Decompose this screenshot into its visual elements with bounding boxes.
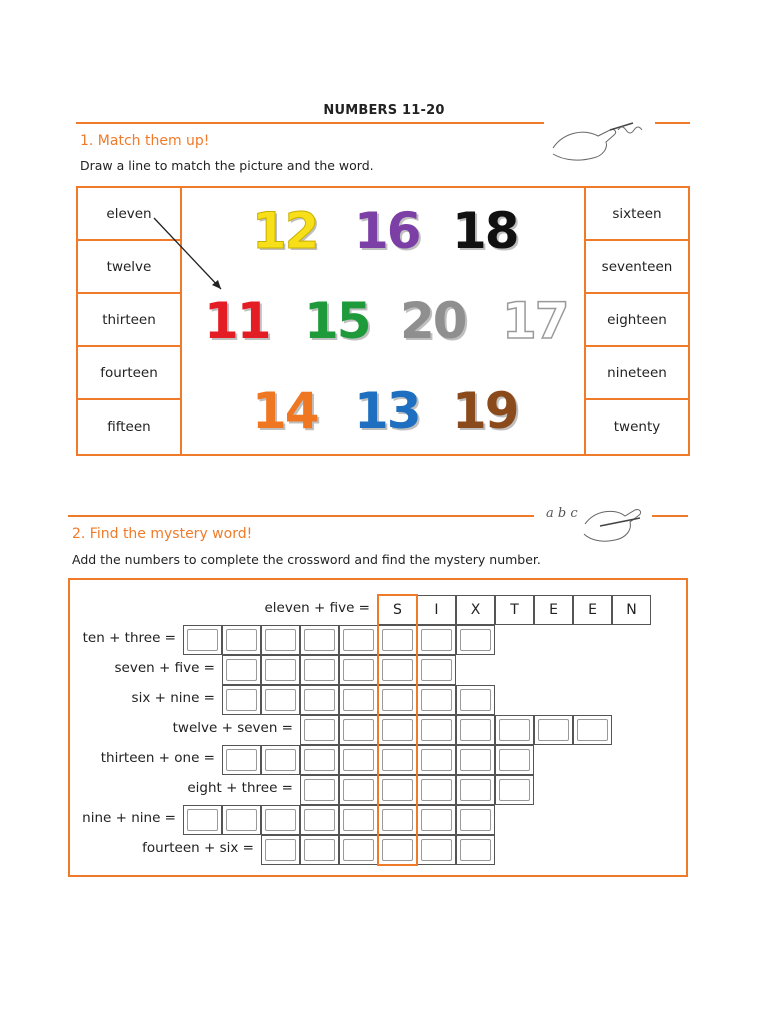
word-cell-sixteen[interactable]: sixteen xyxy=(586,188,688,241)
word-cell-nineteen[interactable]: nineteen xyxy=(586,347,688,400)
word-cell-seventeen[interactable]: seventeen xyxy=(586,241,688,294)
section2-heading: 2. Find the mystery word! xyxy=(72,526,253,542)
crossword-cell[interactable] xyxy=(495,775,534,805)
number-12[interactable]: 12 xyxy=(252,202,318,260)
answer-cell: E xyxy=(534,595,573,625)
clue-thirteen-plus-one: thirteen + one = xyxy=(100,750,215,766)
crossword-cell[interactable] xyxy=(495,745,534,775)
crossword-cell[interactable] xyxy=(339,835,378,865)
crossword-cell[interactable] xyxy=(300,745,339,775)
crossword-cell[interactable] xyxy=(261,655,300,685)
crossword-cell[interactable] xyxy=(417,805,456,835)
word-cell-thirteen[interactable]: thirteen xyxy=(78,294,180,347)
crossword-cell[interactable] xyxy=(378,835,417,865)
section1-instruction: Draw a line to match the picture and the word. xyxy=(80,158,374,173)
crossword-cell[interactable] xyxy=(378,715,417,745)
number-13[interactable]: 13 xyxy=(354,382,420,440)
section1-heading: 1. Match them up! xyxy=(80,133,210,149)
clue-twelve-plus-seven: twelve + seven = xyxy=(172,720,293,736)
number-18[interactable]: 18 xyxy=(452,202,518,260)
handwriting-abc: a b c xyxy=(546,506,578,521)
crossword-cell[interactable] xyxy=(222,685,261,715)
number-14[interactable]: 14 xyxy=(252,382,318,440)
crossword-cell[interactable] xyxy=(456,625,495,655)
matching-panel xyxy=(76,186,690,456)
word-cell-twelve[interactable]: twelve xyxy=(78,241,180,294)
page-title: NUMBERS 11-20 xyxy=(323,103,445,118)
crossword-cell[interactable] xyxy=(378,685,417,715)
crossword-cell[interactable] xyxy=(417,775,456,805)
crossword-cell[interactable] xyxy=(300,625,339,655)
crossword-cell[interactable] xyxy=(339,805,378,835)
crossword-cell[interactable] xyxy=(183,625,222,655)
clue-eight-plus-three: eight + three = xyxy=(187,780,293,796)
crossword-cell[interactable] xyxy=(417,745,456,775)
crossword-cell[interactable] xyxy=(261,805,300,835)
crossword-cell[interactable] xyxy=(300,685,339,715)
section2-instruction: Add the numbers to complete the crossword and find the mystery number. xyxy=(72,552,541,567)
crossword-cell[interactable] xyxy=(378,745,417,775)
number-17[interactable]: 17 xyxy=(502,292,568,350)
crossword-cell[interactable] xyxy=(300,655,339,685)
crossword-cell[interactable] xyxy=(222,805,261,835)
answer-cell: T xyxy=(495,595,534,625)
example-clue: eleven + five = xyxy=(264,600,370,616)
crossword-cell[interactable] xyxy=(261,835,300,865)
crossword-cell[interactable] xyxy=(339,655,378,685)
crossword-cell[interactable] xyxy=(222,655,261,685)
crossword-cell[interactable] xyxy=(222,745,261,775)
crossword-cell[interactable] xyxy=(339,775,378,805)
crossword-cell[interactable] xyxy=(183,805,222,835)
crossword-cell[interactable] xyxy=(300,835,339,865)
crossword-cell[interactable] xyxy=(339,685,378,715)
crossword-cell[interactable] xyxy=(495,715,534,745)
crossword-panel xyxy=(68,578,688,877)
answer-cell: N xyxy=(612,595,651,625)
answer-cell: I xyxy=(417,595,456,625)
word-cell-fourteen[interactable]: fourteen xyxy=(78,347,180,400)
example-arrow-icon xyxy=(78,188,688,454)
crossword-cell[interactable] xyxy=(417,715,456,745)
word-cell-eleven[interactable]: eleven xyxy=(78,188,180,241)
crossword-cell[interactable] xyxy=(456,775,495,805)
crossword-cell[interactable] xyxy=(300,715,339,745)
crossword-cell[interactable] xyxy=(261,745,300,775)
number-20[interactable]: 20 xyxy=(400,292,466,350)
number-15[interactable]: 15 xyxy=(304,292,370,350)
section1-top-rule xyxy=(76,122,544,124)
clue-seven-plus-five: seven + five = xyxy=(114,660,215,676)
answer-cell: E xyxy=(573,595,612,625)
section1-top-rule-right xyxy=(655,122,690,124)
clue-nine-plus-nine: nine + nine = xyxy=(82,810,176,826)
crossword-cell[interactable] xyxy=(417,835,456,865)
crossword-cell[interactable] xyxy=(339,715,378,745)
crossword-cell[interactable] xyxy=(378,625,417,655)
crossword-cell[interactable] xyxy=(456,805,495,835)
crossword-cell[interactable] xyxy=(456,835,495,865)
crossword-cell[interactable] xyxy=(417,685,456,715)
crossword-cell[interactable] xyxy=(222,625,261,655)
crossword-cell[interactable] xyxy=(339,625,378,655)
clue-six-plus-nine: six + nine = xyxy=(131,690,215,706)
crossword-cell[interactable] xyxy=(300,775,339,805)
writing-hand-icon xyxy=(548,118,653,168)
writing-hand-icon xyxy=(580,500,650,550)
number-16[interactable]: 16 xyxy=(354,202,420,260)
clue-fourteen-plus-six: fourteen + six = xyxy=(142,840,254,856)
crossword-cell[interactable] xyxy=(300,805,339,835)
crossword-cell[interactable] xyxy=(378,775,417,805)
word-cell-fifteen[interactable]: fifteen xyxy=(107,418,151,435)
answer-cell: S xyxy=(378,595,417,625)
crossword-cell[interactable] xyxy=(456,745,495,775)
word-cell-twenty[interactable]: twenty xyxy=(613,418,661,435)
number-19[interactable]: 19 xyxy=(452,382,518,440)
crossword-cell[interactable] xyxy=(417,625,456,655)
crossword-cell[interactable] xyxy=(261,685,300,715)
crossword-cell[interactable] xyxy=(573,715,612,745)
word-cell-eighteen[interactable]: eighteen xyxy=(586,294,688,347)
crossword-cell[interactable] xyxy=(378,805,417,835)
crossword-cell[interactable] xyxy=(417,655,456,685)
crossword-cell[interactable] xyxy=(261,625,300,655)
clue-ten-plus-three: ten + three = xyxy=(82,630,176,646)
section2-top-rule-right xyxy=(652,515,688,517)
crossword-cell[interactable] xyxy=(339,745,378,775)
number-11[interactable]: 11 xyxy=(204,292,270,350)
answer-cell: X xyxy=(456,595,495,625)
crossword-cell[interactable] xyxy=(534,715,573,745)
section2-top-rule xyxy=(68,515,534,517)
crossword-cell[interactable] xyxy=(378,655,417,685)
crossword-cell[interactable] xyxy=(456,685,495,715)
crossword-cell[interactable] xyxy=(456,715,495,745)
